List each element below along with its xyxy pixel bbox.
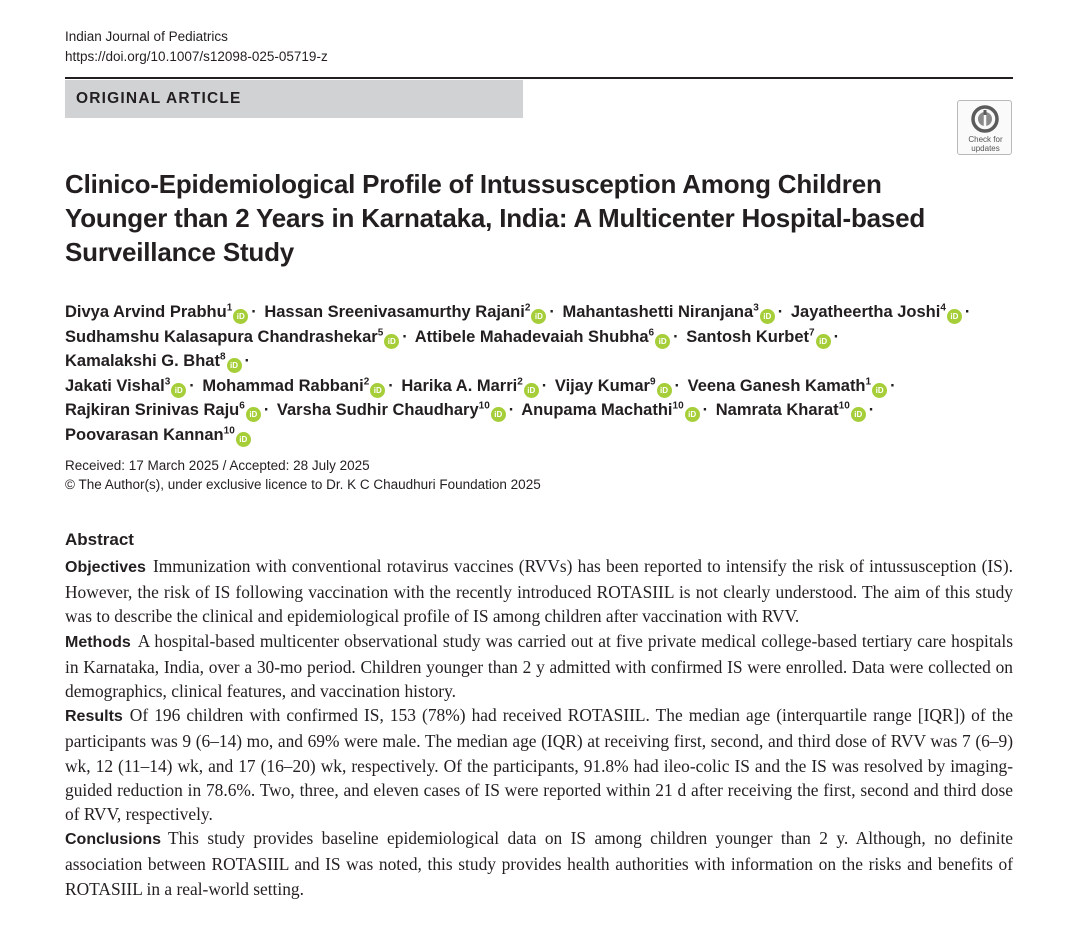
author-name[interactable]: Rajkiran Srinivas Raju	[65, 401, 240, 419]
affiliation-number: 10	[838, 400, 850, 412]
orcid-icon[interactable]: iD	[816, 334, 831, 349]
author-separator: ·	[549, 303, 555, 321]
author-name[interactable]: Veena Ganesh Kamath	[687, 376, 866, 395]
author-separator: ·	[777, 303, 784, 321]
affiliation-number: 3	[164, 376, 171, 387]
author-entry	[555, 377, 683, 395]
received-accepted-dates: Received: 17 March 2025 / Accepted: 28 July 2025	[65, 458, 370, 473]
author-separator: ·	[674, 376, 681, 395]
section-text: Immunization with conventional rotavirus vaccines (RVVs) has been reported to intensify the risk of intussusception (IS). However, the risk of IS following vaccination with the recently introduced ROTASIIL is not clearly understood. The aim of this study was to describe the clinical and epidemiological profile of IS among children after vaccination with RVV.	[65, 556, 1013, 627]
section-text: A hospital-based multicenter observational study was carried out at five private medical college-based tertiary care hospitals in Karnataka, India, over a 30-mo period. Children younger than 2 y admitted with confirmed IS were enrolled. Data were collected on demographics, clinical features, and vaccination history.	[65, 630, 1013, 702]
author-name[interactable]: Anupama Machathi	[521, 401, 673, 419]
abstract-objectives	[65, 554, 1013, 629]
article-type-label: ORIGINAL ARTICLE	[76, 90, 242, 107]
check-for-updates-label: Check for updates	[968, 135, 1003, 153]
section-label: Conclusions	[65, 831, 162, 849]
author-entry	[65, 352, 253, 370]
author-separator: ·	[890, 376, 896, 395]
orcid-icon[interactable]: iD	[760, 309, 775, 324]
author-name[interactable]: Vijay Kumar	[554, 376, 650, 395]
author-name[interactable]: Mohammad Rabbani	[202, 376, 364, 395]
orcid-icon[interactable]: iD	[947, 309, 962, 324]
author-name[interactable]: Varsha Sudhir Chaudhary	[276, 401, 479, 419]
affiliation-number: 2	[363, 376, 370, 387]
author-entry	[65, 328, 411, 346]
author-separator: ·	[868, 401, 875, 419]
author-entry	[716, 401, 878, 419]
orcid-icon[interactable]: iD	[851, 407, 866, 422]
affiliation-number: 9	[649, 376, 656, 387]
orcid-icon[interactable]: iD	[655, 334, 670, 349]
author-entry	[688, 377, 899, 395]
journal-header	[65, 27, 328, 67]
abstract-results	[65, 703, 1013, 826]
orcid-icon[interactable]: iD	[171, 383, 186, 398]
author-name[interactable]: Harika A. Marri	[401, 376, 518, 395]
author-separator: ·	[263, 401, 270, 419]
affiliation-number: 1	[226, 302, 233, 314]
author-entry	[264, 303, 558, 321]
author-separator: ·	[402, 327, 408, 346]
affiliation-number: 4	[940, 302, 946, 314]
affiliation-number: 10	[223, 425, 235, 436]
author-name[interactable]: Divya Arvind Prabhu	[65, 303, 227, 321]
article-type-banner	[65, 80, 523, 118]
author-entry	[686, 328, 842, 346]
author-separator: ·	[388, 376, 394, 395]
orcid-icon[interactable]: iD	[246, 407, 261, 422]
orcid-icon[interactable]: iD	[685, 407, 700, 422]
author-entry	[562, 303, 786, 321]
check-for-updates-badge[interactable]	[957, 100, 1012, 155]
author-entry	[65, 377, 198, 395]
author-name[interactable]: Namrata Kharat	[715, 401, 839, 419]
orcid-icon[interactable]: iD	[531, 309, 546, 324]
author-name[interactable]: Hassan Sreenivasamurthy Rajani	[264, 303, 525, 321]
author-entry	[202, 377, 396, 395]
author-name[interactable]: Kamalakshi G. Bhat	[65, 352, 220, 370]
author-separator: ·	[702, 401, 709, 419]
author-separator: ·	[508, 401, 515, 419]
orcid-icon[interactable]: iD	[384, 334, 399, 349]
journal-doi[interactable]: https://doi.org/10.1007/s12098-025-05719-z	[65, 49, 328, 64]
abstract-methods	[65, 629, 1013, 704]
author-name[interactable]: Sudhamshu Kalasapura Chandrashekar	[65, 327, 378, 346]
section-text: Of 196 children with confirmed IS, 153 (78%) had received ROTASIIL. The median age (interquartile range [IQR]) of the participants was 9 (6–14) mo, and 69% were male. The median age (IQR) at receiving first, second, and third dose of RVV was 7 (6–9) wk, 12 (11–14) wk, and 17 (16–20) wk, respectively. Of the participants, 91.8% had ileo-colic IS and the IS was resolved by imaging-guided reduction in 78.6%. Two, three, and eleven cases of IS were reported within 21 d after receiving the first, second and third dose of RVV, respectively.	[65, 705, 1013, 825]
affiliation-number: 2	[524, 302, 531, 314]
affiliation-number: 3	[753, 302, 759, 314]
journal-name: Indian Journal of Pediatrics	[65, 29, 228, 44]
author-name[interactable]: Santosh Kurbet	[686, 327, 810, 346]
affiliation-number: 10	[672, 400, 684, 412]
orcid-icon[interactable]: iD	[233, 309, 248, 324]
affiliation-number: 7	[809, 327, 815, 338]
article-dates	[65, 456, 541, 494]
author-separator: ·	[964, 303, 971, 321]
author-name[interactable]: Mahantashetti Niranjana	[562, 303, 754, 321]
affiliation-number: 6	[648, 327, 655, 338]
author-name[interactable]: Jayatheertha Joshi	[790, 303, 941, 321]
affiliation-number: 6	[239, 400, 245, 412]
orcid-icon[interactable]: iD	[370, 383, 385, 398]
abstract-conclusions	[65, 826, 1013, 901]
affiliation-number: 2	[517, 376, 523, 387]
abstract-body	[65, 554, 1013, 901]
author-entry	[401, 377, 550, 395]
section-label: Methods	[65, 633, 131, 651]
abstract-heading: Abstract	[65, 530, 134, 549]
author-separator: ·	[251, 303, 257, 321]
author-entry	[521, 401, 711, 419]
orcid-icon[interactable]: iD	[491, 407, 506, 422]
author-name[interactable]: Attibele Mahadevaiah Shubha	[414, 327, 649, 346]
orcid-icon[interactable]: iD	[227, 358, 242, 373]
affiliation-number: 5	[377, 327, 384, 338]
orcid-icon[interactable]: iD	[524, 383, 539, 398]
affiliation-number: 10	[478, 400, 490, 412]
author-entry	[415, 328, 682, 346]
author-name[interactable]: Poovarasan Kannan	[65, 425, 224, 444]
author-entry	[65, 303, 260, 321]
author-entry	[277, 401, 517, 419]
orcid-icon[interactable]: iD	[657, 383, 672, 398]
author-entry	[65, 426, 251, 444]
check-for-updates-icon	[971, 105, 999, 133]
affiliation-number: 8	[219, 351, 226, 363]
article-title: Clinico-Epidemiological Profile of Intussusception Among Children Younger than 2 Years in Karnataka, India: A Multicenter Hospital-based Surveillance Study	[65, 169, 926, 267]
section-label: Results	[65, 708, 123, 726]
copyright-notice: © The Author(s), under exclusive licence to Dr. K C Chaudhuri Foundation 2025	[65, 477, 541, 492]
affiliation-number: 1	[865, 376, 872, 387]
author-separator: ·	[244, 352, 251, 370]
section-label: Objectives	[65, 559, 146, 576]
author-entry	[65, 401, 272, 419]
author-separator: ·	[541, 376, 548, 395]
section-text: This study provides baseline epidemiological data on IS among children younger than 2 y. Although, no definite association between ROTASIIL and IS was noted, this study provides health authorities with information on the risks and benefits of ROTASIIL in a real-world setting.	[65, 828, 1013, 899]
author-separator: ·	[189, 376, 195, 395]
orcid-icon[interactable]: iD	[236, 432, 251, 447]
author-separator: ·	[833, 327, 840, 346]
author-entry	[791, 303, 974, 321]
author-list	[65, 300, 1025, 447]
header-rule	[65, 77, 1013, 79]
author-name[interactable]: Jakati Vishal	[65, 376, 165, 395]
author-separator: ·	[673, 327, 679, 346]
orcid-icon[interactable]: iD	[872, 383, 887, 398]
